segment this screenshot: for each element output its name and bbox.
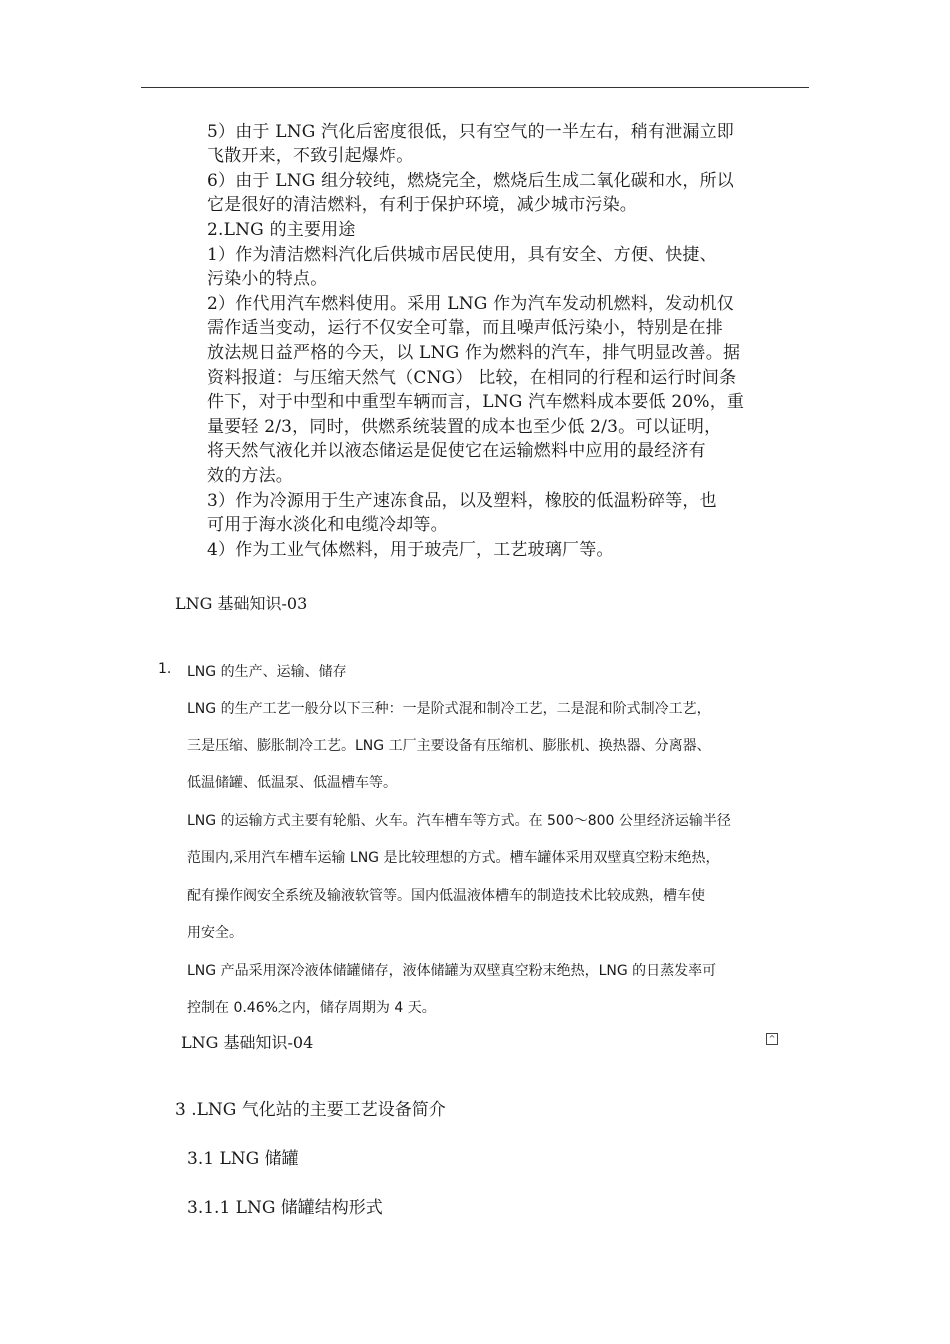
heading-level-1: 3 .LNG 气化站的主要工艺设备简介 (175, 1100, 446, 1120)
text-line: 三是压缩、膨胀制冷工艺。LNG 工厂主要设备有压缩机、膨胀机、换热器、分离器、 (187, 738, 711, 754)
text-line: 2）作代用汽车燃料使用。采用 LNG 作为汽车发动机燃料，发动机仅 (207, 294, 734, 314)
heading-level-3: 3.1.1 LNG 储罐结构形式 (187, 1198, 383, 1218)
text-line: 4）作为工业气体燃料，用于玻壳厂，工艺玻璃厂等。 (207, 540, 614, 560)
scroll-up-icon[interactable]: ^ (766, 1033, 778, 1045)
text-line: 放法规日益严格的今天，以 LNG 作为燃料的汽车，排气明显改善。据 (207, 343, 741, 363)
text-line: LNG 的运输方式主要有轮船、火车。汽车槽车等方式。在 500～800 公里经济运输半径 (187, 813, 731, 829)
heading-level-2: 3.1 LNG 储罐 (187, 1149, 299, 1169)
text-line: 5）由于 LNG 汽化后密度很低，只有空气的一半左右，稍有泄漏立即 (207, 122, 734, 142)
text-line: 效的方法。 (207, 466, 293, 486)
text-line: 低温储罐、低温泵、低温槽车等。 (187, 775, 397, 791)
header-rule (141, 87, 809, 88)
text-line: 飞散开来，不致引起爆炸。 (207, 146, 414, 166)
text-line: 3）作为冷源用于生产速冻食品，以及塑料，橡胶的低温粉碎等，也 (207, 491, 717, 511)
text-line: 配有操作阀安全系统及输液软管等。国内低温液体槽车的制造技术比较成熟，槽车使 (187, 888, 705, 904)
text-line: 将天然气液化并以液态储运是促使它在运输燃料中应用的最经济有 (207, 441, 706, 461)
text-line: 件下，对于中型和中重型车辆而言，LNG 汽车燃料成本要低 20%，重 (207, 392, 745, 412)
subheading: 2.LNG 的主要用途 (207, 220, 356, 240)
list-number: 1. (158, 661, 172, 677)
text-line: 需作适当变动，运行不仅安全可靠，而且噪声低污染小，特别是在排 (207, 318, 723, 338)
text-line: 它是很好的清洁燃料，有利于保护环境，减少城市污染。 (207, 195, 637, 215)
text-line: 用安全。 (187, 925, 243, 941)
text-line: 可用于海水淡化和电缆冷却等。 (207, 515, 448, 535)
text-line: 范围内,采用汽车槽车运输 LNG 是比较理想的方式。槽车罐体采用双壁真空粉末绝热， (187, 850, 720, 866)
text-line: LNG 产品采用深冷液体储罐储存，液体储罐为双壁真空粉末绝热，LNG 的日蒸发率可 (187, 963, 717, 979)
section-heading-04: LNG 基础知识-04 (181, 1033, 314, 1052)
text-line: LNG 的生产工艺一般分以下三种：一是阶式混和制冷工艺，二是混和阶式制冷工艺， (187, 701, 711, 717)
text-line: 控制在 0.46%之内，储存周期为 4 天。 (187, 1000, 436, 1016)
section-heading-03: LNG 基础知识-03 (175, 594, 308, 613)
text-line: 量要轻 2/3，同时，供燃系统装置的成本也至少低 2/3。可以证明， (207, 417, 722, 437)
text-line: 污染小的特点。 (207, 269, 328, 289)
list-item-title: LNG 的生产、运输、储存 (187, 664, 347, 680)
text-line: 1）作为清洁燃料汽化后供城市居民使用，具有安全、方便、快捷、 (207, 245, 717, 265)
text-line: 资料报道：与压缩天然气（CNG） 比较，在相同的行程和运行时间条 (207, 368, 737, 388)
text-line: 6）由于 LNG 组分较纯，燃烧完全，燃烧后生成二氧化碳和水，所以 (207, 171, 734, 191)
